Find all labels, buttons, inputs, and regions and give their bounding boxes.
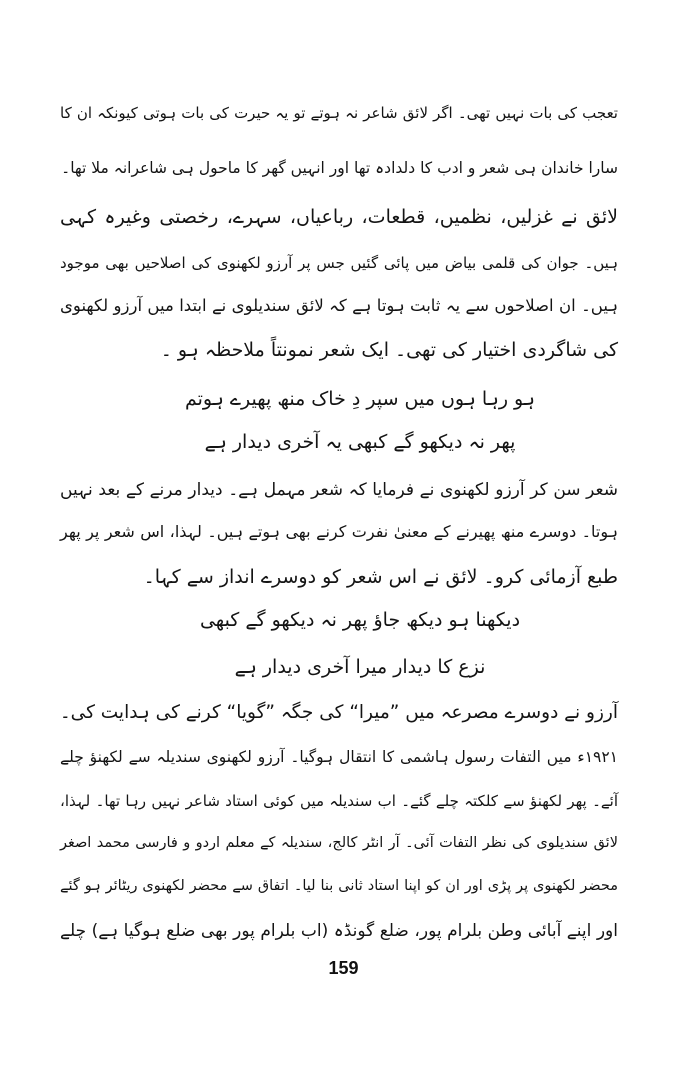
text-line-15: اور اپنے آبائی وطن بلرام پور، ضلع گونڈہ (اب بلرام پور بھی ضلع ہوگیا ہے) چلے <box>60 921 618 941</box>
text-line-3: لائق نے غزلیں، نظمیں، قطعات، رباعیاں، سہرے، رخصتی وغیرہ کہی <box>60 206 618 228</box>
verse-line-2: پھر نہ دیکھو گے کبھی یہ آخری دیدار ہے <box>204 431 516 453</box>
text-line-5: ہیں۔ ان اصلاحوں سے یہ ثابت ہوتا ہے کہ لائق سندیلوی نے ابتدا میں آرزو لکھنوی <box>60 296 618 315</box>
page-number: 159 <box>328 958 359 978</box>
text-line-14: محضر لکھنوی پر پڑی اور ان کو اپنا استاد ثانی بنا لیا۔ اتفاق سے محضر لکھنوی ریٹائر ہو گئے <box>60 878 618 894</box>
text-line-4: ہیں۔ جوان کی قلمی بیاض میں پائی گئیں جس پر آرزو لکھنوی کی اصلاحیں بھی موجود <box>60 254 618 272</box>
text-line-6: کی شاگردی اختیار کی تھی۔ ایک شعر نمونتاً ملاحظہ ہو ۔ <box>160 339 618 361</box>
text-line-7: شعر سن کر آرزو لکھنوی نے فرمایا کہ شعر مہمل ہے۔ دیدار مرنے کے بعد نہیں <box>60 480 618 500</box>
verse-line-1: ہو رہا ہوں میں سپر دِ خاک منھ پھیرے ہوتم <box>184 388 535 410</box>
text-line-8: ہوتا۔ دوسرے منھ پھیرنے کے معنیٰ نفرت کرنے بھی ہوتے ہیں۔ لہذا، اس شعر پر پھر <box>60 522 618 541</box>
text-line-2: سارا خاندان ہی شعر و ادب کا دلدادہ تھا اور انہیں گھر کا ماحول ہی شاعرانہ ملا تھا۔ <box>61 159 618 177</box>
text-line-11: ۱۹۲۱ء میں التفات رسول ہاشمی کا انتقال ہوگیا۔ آرزو لکھنوی سندیلہ سے لکھنؤ چلے <box>60 748 618 766</box>
text-line-12: آئے۔ پھر لکھنؤ سے کلکتہ چلے گئے۔ اب سندیلہ میں کوئی استاد شاعر نہیں رہا تھا۔ لہذا، <box>60 792 618 810</box>
text-line-13: لائق سندیلوی کی نظر التفات آئی۔ آر انٹر کالج، سندیلہ کے معلم اردو و فارسی محمد اصغر <box>60 835 618 851</box>
text-line-10: آرزو نے دوسرے مصرعہ میں ”میرا“ کی جگہ ”گویا“ کرنے کی ہدایت کی۔ <box>59 702 618 723</box>
text-line-1: تعجب کی بات نہیں تھی۔ اگر لائق شاعر نہ ہوتے تو یہ حیرت کی بات ہوتی کیونکہ ان کا <box>60 104 618 122</box>
text-line-9: طبع آزمائی کرو۔ لائق نے اس شعر کو دوسرے انداز سے کہا۔ <box>143 566 618 588</box>
verse-line-3: دیکھنا ہو دیکھ جاؤ پھر نہ دیکھو گے کبھی <box>199 609 521 631</box>
verse-line-4: نزع کا دیدار میرا آخری دیدار ہے <box>234 656 486 678</box>
